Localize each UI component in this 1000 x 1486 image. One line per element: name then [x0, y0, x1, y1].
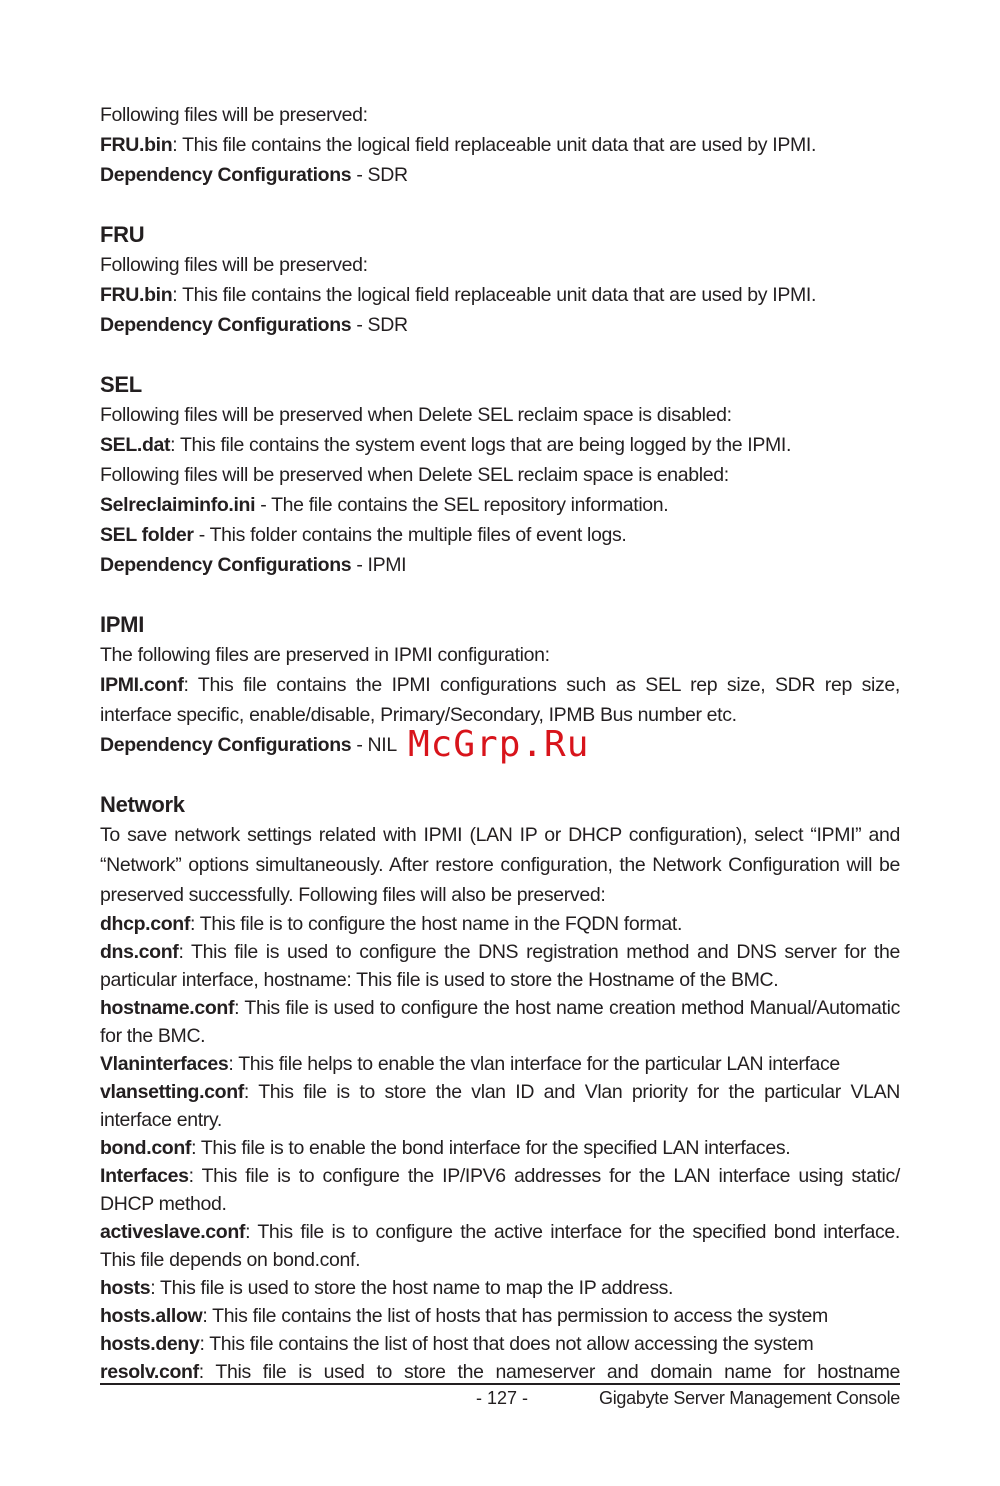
sel-enabled-text: Following files will be preserved when Delete SEL reclaim space is enabled:: [100, 464, 729, 486]
interfaces-line-2: DHCP method.: [100, 1193, 227, 1215]
fru-preserved: Following files will be preserved:: [100, 254, 368, 276]
activeslave-conf-label: activeslave.conf: [100, 1221, 246, 1243]
fru-bin-label: FRU.bin: [100, 284, 173, 306]
network-intro-3: preserved successfully. Following files will also be preserved:: [100, 884, 606, 906]
sel-folder-line: SEL folder - This folder contains the multiple files of event logs.: [100, 524, 627, 546]
vlansetting-conf-line-2: interface entry.: [100, 1109, 222, 1131]
hostname-conf-label: hostname.conf: [100, 997, 235, 1019]
sel-disabled-text: Following files will be preserved when Delete SEL reclaim space is disabled:: [100, 404, 732, 426]
hosts-line: hosts: This file is used to store the host name to map the IP address.: [100, 1277, 674, 1299]
ipmi-dependency-line: Dependency Configurations - NIL: [100, 734, 397, 756]
vlansetting-conf-label: vlansetting.conf: [100, 1081, 244, 1103]
footer-title: Gigabyte Server Management Console: [599, 1388, 900, 1408]
footer-divider: [100, 1383, 900, 1385]
watermark-logo: McGrp.Ru: [408, 724, 590, 765]
fru-dependency-line: Dependency Configurations - SDR: [100, 314, 408, 336]
resolv-conf-label: resolv.conf: [100, 1361, 199, 1383]
vlaninterfaces-line: Vlaninterfaces: This file helps to enable the vlan interface for the particular LAN interface: [100, 1053, 840, 1075]
intro-dependency-line: Dependency Configurations - SDR: [100, 164, 408, 186]
dns-conf-label: dns.conf: [100, 941, 179, 963]
sel-dat-label: SEL.dat: [100, 434, 171, 456]
dhcp-conf-label: dhcp.conf: [100, 913, 191, 935]
activeslave-conf-line: activeslave.conf: This file is to configure the active interface for the specified bond interface.: [100, 1221, 900, 1243]
ipmi-intro: The following files are preserved in IPMI configuration:: [100, 644, 550, 666]
page-number: - 127 -: [476, 1388, 529, 1408]
hosts-deny-label: hosts.deny: [100, 1333, 200, 1355]
network-intro-1: To save network settings related with IPMI (LAN IP or DHCP configuration), select “IPMI” and: [100, 824, 900, 846]
dependency-label: Dependency Configurations: [100, 554, 352, 576]
dns-conf-line: dns.conf: This file is used to configure the DNS registration method and DNS server for the: [100, 941, 900, 963]
sel-dependency-line: Dependency Configurations - IPMI: [100, 554, 407, 576]
selreclaiminfo-label: Selreclaiminfo.ini: [100, 494, 256, 516]
dependency-label: Dependency Configurations: [100, 734, 352, 756]
dependency-label: Dependency Configurations: [100, 164, 352, 186]
hosts-allow-line: hosts.allow: This file contains the list of hosts that has permission to access the system: [100, 1305, 828, 1327]
vlaninterfaces-label: Vlaninterfaces: [100, 1053, 229, 1075]
fru-bin-line: FRU.bin: This file contains the logical field replaceable unit data that are used by IPMI.: [100, 284, 817, 306]
resolv-conf-line: resolv.conf: This file is used to store the nameserver and domain name for hostname: [100, 1361, 900, 1383]
fru-heading: FRU: [100, 222, 145, 247]
hostname-conf-line-2: for the BMC.: [100, 1025, 206, 1047]
fru-bin-label: FRU.bin: [100, 134, 173, 156]
hostname-conf-line: hostname.conf: This file is used to configure the host name creation method Manual/Automatic: [100, 997, 900, 1019]
sel-dat-line: SEL.dat: This file contains the system event logs that are being logged by the IPMI.: [100, 434, 792, 456]
sel-folder-label: SEL folder: [100, 524, 194, 546]
hosts-deny-line: hosts.deny: This file contains the list of host that does not allow accessing the system: [100, 1333, 814, 1355]
vlansetting-conf-line: vlansetting.conf: This file is to store the vlan ID and Vlan priority for the particular VLAN: [100, 1081, 900, 1103]
bond-conf-line: bond.conf: This file is to enable the bond interface for the specified LAN interfaces.: [100, 1137, 791, 1159]
hosts-label: hosts: [100, 1277, 151, 1299]
ipmi-conf-line-2: interface specific, enable/disable, Primary/Secondary, IPMB Bus number etc.: [100, 704, 737, 726]
intro-preserved: Following files will be preserved:: [100, 104, 368, 126]
sel-heading: SEL: [100, 372, 142, 397]
bond-conf-label: bond.conf: [100, 1137, 192, 1159]
ipmi-conf-label: IPMI.conf: [100, 674, 184, 696]
activeslave-conf-line-2: This file depends on bond.conf.: [100, 1249, 361, 1271]
dependency-label: Dependency Configurations: [100, 314, 352, 336]
dns-conf-line-2: particular interface, hostname: This file is used to store the Hostname of the BMC.: [100, 969, 779, 991]
ipmi-conf-line: IPMI.conf: This file contains the IPMI configurations such as SEL rep size, SDR rep size,: [100, 674, 900, 696]
interfaces-label: Interfaces: [100, 1165, 189, 1187]
ipmi-heading: IPMI: [100, 612, 145, 637]
network-intro-2: “Network” options simultaneously. After restore configuration, the Network Configuration will be: [100, 854, 900, 876]
intro-fru-line: FRU.bin: This file contains the logical field replaceable unit data that are used by IPMI.: [100, 134, 817, 156]
interfaces-line: Interfaces: This file is to configure the IP/IPV6 addresses for the LAN interface using static/: [100, 1165, 900, 1187]
hosts-allow-label: hosts.allow: [100, 1305, 203, 1327]
sel-reclaim-line: Selreclaiminfo.ini - The file contains the SEL repository information.: [100, 494, 669, 516]
network-heading: Network: [100, 792, 185, 817]
dhcp-conf-line: dhcp.conf: This file is to configure the host name in the FQDN format.: [100, 913, 683, 935]
